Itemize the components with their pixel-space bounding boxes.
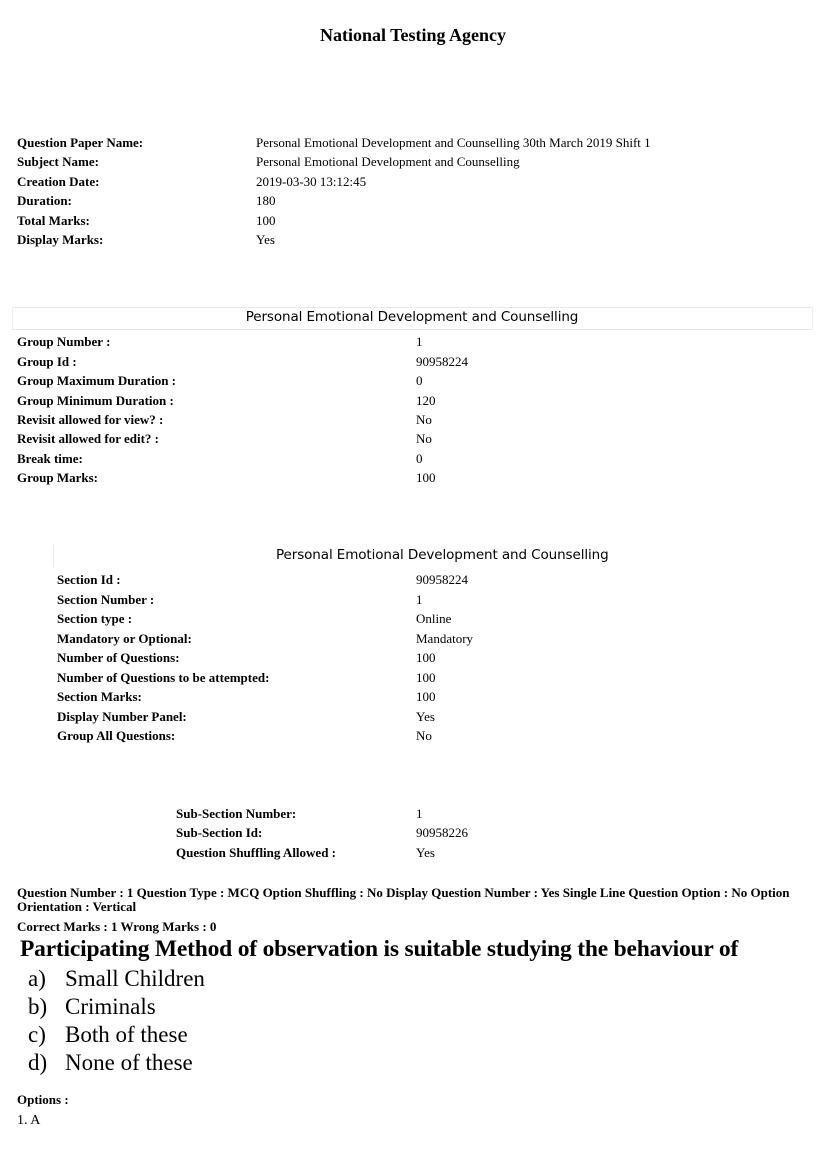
subsection-label: Question Shuffling Allowed : — [176, 845, 337, 860]
info-label: Total Marks: — [17, 213, 90, 228]
choice-text: None of these — [65, 1050, 193, 1075]
section-value: Yes — [416, 709, 435, 724]
choice-item — [28, 994, 156, 1020]
choice-letter: c) — [28, 1022, 46, 1047]
divider — [812, 307, 813, 329]
subsection-label: Sub-Section Number: — [176, 806, 297, 821]
subsection-value: 90958226 — [416, 825, 468, 840]
group-value: 120 — [416, 393, 436, 408]
choice-item — [28, 1050, 193, 1076]
section-label: Section Id : — [57, 572, 121, 587]
group-value: 0 — [416, 451, 423, 466]
choice-letter: d) — [28, 1050, 48, 1075]
info-label: Question Paper Name: — [17, 135, 144, 150]
divider — [12, 307, 812, 308]
group-value: 1 — [416, 334, 423, 349]
section-label: Display Number Panel: — [57, 709, 187, 724]
group-label: Group Maximum Duration : — [17, 373, 177, 388]
choice-item — [28, 1022, 188, 1048]
option-item: 1. A — [17, 1113, 41, 1128]
question-meta: Question Number : 1 Question Type : MCQ Option Shuffling : No Display Question Number : Yes Single Line Question Option : No Option Orientation : Vertical — [17, 885, 790, 914]
section-value: 100 — [416, 689, 436, 704]
group-label: Revisit allowed for edit? : — [17, 431, 160, 446]
group-label: Group Id : — [17, 354, 77, 369]
choice-letter: b) — [28, 994, 48, 1019]
choice-letter: a) — [28, 966, 46, 991]
choice-text: Criminals — [65, 994, 156, 1019]
info-value: Personal Emotional Development and Counselling 30th March 2019 Shift 1 — [256, 135, 651, 150]
info-label: Creation Date: — [17, 174, 100, 189]
info-label: Subject Name: — [17, 154, 99, 169]
group-value: No — [416, 431, 432, 446]
group-value: No — [416, 412, 432, 427]
section-value: 90958224 — [416, 572, 468, 587]
section-value: No — [416, 728, 432, 743]
info-value: Yes — [256, 232, 275, 247]
group-value: 0 — [416, 373, 423, 388]
info-label: Display Marks: — [17, 232, 104, 247]
section-value: 1 — [416, 592, 423, 607]
subsection-value: 1 — [416, 806, 423, 821]
group-value: 100 — [416, 470, 436, 485]
info-label: Duration: — [17, 193, 72, 208]
section-label: Section type : — [57, 611, 133, 626]
section-value: Mandatory — [416, 631, 474, 646]
section-label: Section Number : — [57, 592, 155, 607]
section-label: Section Marks: — [57, 689, 142, 704]
section-heading: Personal Emotional Development and Counselling — [276, 547, 609, 563]
info-value: 180 — [256, 193, 276, 208]
options-label: Options : — [17, 1092, 69, 1107]
info-value: Personal Emotional Development and Counselling — [256, 154, 520, 169]
group-label: Group Number : — [17, 334, 111, 349]
group-heading: Personal Emotional Development and Counselling — [245, 309, 579, 325]
group-label: Group Marks: — [17, 470, 99, 485]
divider — [12, 329, 812, 330]
page-title: National Testing Agency — [319, 25, 507, 45]
group-value: 90958224 — [416, 354, 468, 369]
section-value: Online — [416, 611, 452, 626]
choice-item — [28, 966, 205, 992]
section-label: Number of Questions to be attempted: — [57, 670, 270, 685]
info-value: 2019-03-30 13:12:45 — [256, 174, 367, 189]
choice-text: Small Children — [65, 966, 205, 991]
question-text: Participating Method of observation is suitable studying the behaviour of — [20, 936, 739, 962]
group-label: Revisit allowed for view? : — [17, 412, 164, 427]
group-label: Break time: — [17, 451, 83, 466]
section-value: 100 — [416, 670, 436, 685]
section-value: 100 — [416, 650, 436, 665]
subsection-value: Yes — [416, 845, 435, 860]
group-label: Group Minimum Duration : — [17, 393, 174, 408]
section-label: Group All Questions: — [57, 728, 176, 743]
section-label: Number of Questions: — [57, 650, 180, 665]
section-label: Mandatory or Optional: — [57, 631, 192, 646]
choice-text: Both of these — [65, 1022, 188, 1047]
info-value: 100 — [256, 213, 276, 228]
question-marks: Correct Marks : 1 Wrong Marks : 0 — [17, 919, 217, 934]
subsection-label: Sub-Section Id: — [176, 825, 263, 840]
